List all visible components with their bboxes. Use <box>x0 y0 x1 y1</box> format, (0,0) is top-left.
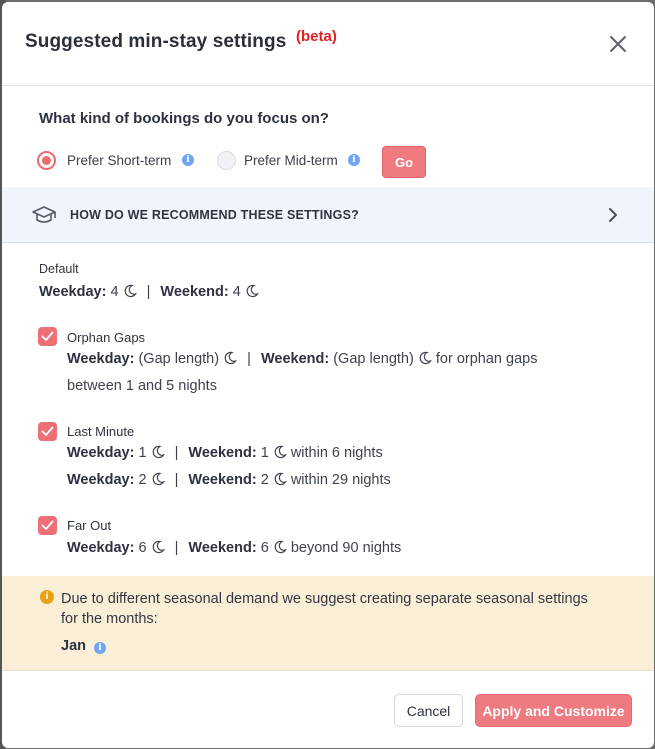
radio-short-term[interactable] <box>37 151 56 170</box>
modal-title: Suggested min-stay settings <box>25 31 287 52</box>
info-icon[interactable]: i <box>182 154 194 166</box>
recommend-settings-label: HOW DO WE RECOMMEND THESE SETTINGS? <box>70 208 359 222</box>
beta-badge: (beta) <box>296 28 337 45</box>
weekend-value: 4 <box>232 284 241 300</box>
default-label: Default <box>39 262 79 276</box>
weekday-label: Weekday: <box>67 351 135 367</box>
info-icon[interactable]: i <box>348 154 360 166</box>
focus-question: What kind of bookings do you focus on? <box>39 110 329 127</box>
weekend-label: Weekend: <box>260 351 330 367</box>
min-stay-modal <box>2 2 654 748</box>
seasonal-month: Jan <box>61 638 86 654</box>
recommend-settings-toggle[interactable] <box>2 187 654 243</box>
weekend-value: 6 <box>260 540 269 556</box>
weekday-value: 6 <box>138 540 147 556</box>
weekday-label: Weekday: <box>67 445 135 461</box>
moon-icon <box>223 351 237 365</box>
weekend-value: 2 <box>260 472 269 488</box>
orphan-gaps-values <box>67 351 537 367</box>
moon-icon <box>151 445 165 459</box>
weekend-label: Weekend: <box>188 540 257 556</box>
modal-header <box>2 2 654 86</box>
moon-icon <box>151 540 165 554</box>
orphan-gaps-checkbox[interactable] <box>38 327 57 346</box>
graduation-cap-icon <box>31 204 57 226</box>
seasonal-notice <box>2 576 654 671</box>
radio-mid-term-label: Prefer Mid-term <box>244 153 338 168</box>
weekday-label: Weekday: <box>39 284 107 300</box>
moon-icon <box>273 445 287 459</box>
orphan-gaps-label: Orphan Gaps <box>67 330 146 345</box>
weekday-label: Weekday: <box>67 472 135 488</box>
orphan-gaps-line2: between 1 and 5 nights <box>67 378 217 394</box>
warning-info-icon: i <box>40 590 54 604</box>
separator: | <box>146 284 151 300</box>
separator: | <box>174 540 179 556</box>
check-icon <box>41 520 54 531</box>
orphan-gaps-suffix: for orphan gaps <box>435 351 538 367</box>
weekend-label: Weekend: <box>188 472 257 488</box>
last-minute-row <box>67 472 391 488</box>
weekday-value: 4 <box>110 284 119 300</box>
weekend-label: Weekend: <box>188 445 257 461</box>
last-minute-row <box>67 445 383 461</box>
weekday-value: 1 <box>138 445 147 461</box>
far-out-checkbox[interactable] <box>38 516 57 535</box>
weekend-value: 1 <box>260 445 269 461</box>
separator: | <box>247 351 251 367</box>
far-out-suffix: beyond 90 nights <box>290 540 402 556</box>
far-out-label: Far Out <box>67 518 112 533</box>
far-out-values <box>67 540 401 556</box>
radio-mid-term[interactable] <box>217 151 236 170</box>
weekend-value: (Gap length) <box>333 351 414 367</box>
moon-icon <box>123 284 137 298</box>
moon-icon <box>245 284 259 298</box>
default-values <box>39 284 259 300</box>
info-icon[interactable]: i <box>94 642 106 654</box>
moon-icon <box>273 472 287 486</box>
moon-icon <box>273 540 287 554</box>
weekend-label: Weekend: <box>160 284 229 300</box>
check-icon <box>41 426 54 437</box>
last-minute-checkbox[interactable] <box>38 422 57 441</box>
last-minute-suffix: within 29 nights <box>290 472 391 488</box>
close-icon[interactable] <box>606 32 630 56</box>
weekday-label: Weekday: <box>67 540 135 556</box>
moon-icon <box>418 351 432 365</box>
go-button[interactable]: Go <box>382 146 426 178</box>
radio-short-term-label: Prefer Short-term <box>67 153 172 168</box>
apply-and-customize-button[interactable]: Apply and Customize <box>475 694 632 727</box>
last-minute-suffix: within 6 nights <box>290 445 383 461</box>
seasonal-notice-text: Due to different seasonal demand we suggest creating separate seasonal settings for the months: <box>61 591 588 627</box>
weekday-value: (Gap length) <box>138 351 220 367</box>
cancel-button[interactable]: Cancel <box>394 694 463 727</box>
separator: | <box>174 472 179 488</box>
chevron-right-icon <box>606 207 620 223</box>
check-icon <box>41 331 54 342</box>
separator: | <box>174 445 179 461</box>
moon-icon <box>151 472 165 486</box>
weekday-value: 2 <box>138 472 147 488</box>
last-minute-label: Last Minute <box>67 424 135 439</box>
